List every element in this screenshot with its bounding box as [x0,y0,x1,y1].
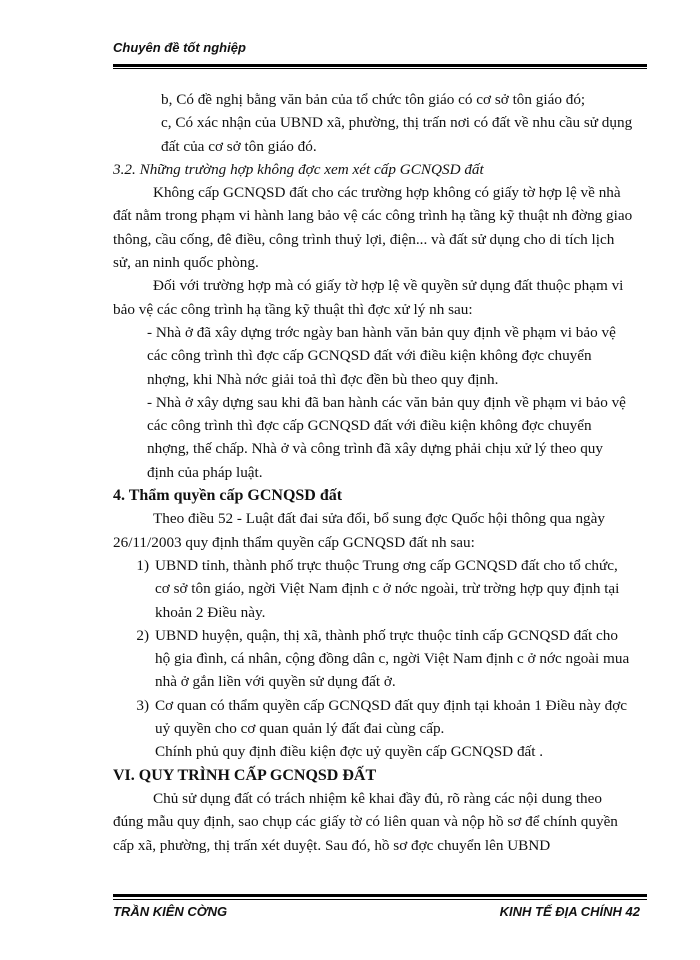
paragraph-5: Chủ sử dụng đất có trách nhiệm kê khai đầy đủ, rõ ràng các nội dung theo đúng mẫu quy định, sao chụp các giấy tờ có liên quan và nộp hồ sơ để chính quyền cấp xã, phường, thị trấn xét duyệt. Sau đó, hồ sơ đợc chuyển lên UBND [113,789,618,854]
paragraph-2: Đối với trường hợp mà có giấy tờ hợp lệ về quyền sử dụng đất thuộc phạm vi bảo vệ các công trình hạ tầng kỹ thuật thì đợc xử lý nh sau: [113,277,624,318]
document-body [113,88,633,857]
footer-rule-thin [113,899,647,900]
footer-author: TRẦN KIÊN CỜNG [113,904,228,919]
dash-item-1: - Nhà ở đã xây dựng trớc ngày ban hành văn bản quy định về phạm vi bảo vệ các công trình thì đợc cấp GCNQSD đất với điều kiện không đợc chuyển nhợng, khi Nhà nớc giải toả thì đợc đền bù theo quy định. [147,323,616,388]
footer-rule [113,894,647,897]
paragraph-c: c, Có xác nhận của UBND xã, phường, thị trấn nơi có đất về nhu cầu sử dụng đất của cơ sở tôn giáo đó. [161,114,633,155]
header-rule [113,64,647,67]
section-heading-4: 4. Thẩm quyền cấp GCNQSD đất [113,487,343,505]
header-rule-thin [113,68,647,69]
item-number: 2) [136,626,149,644]
section-heading-3-2: 3.2. Những trường hợp không đợc xem xét cấp GCNQSD đất [113,160,484,178]
item-text: UBND tỉnh, thành phố trực thuộc Trung ơng cấp GCNQSD đất cho tổ chức, cơ sở tôn giáo, ngời Việt Nam định c ở nớc ngoài, trừ trờng hợp quy định tại khoản 2 Điều này. [155,556,620,621]
numbered-item [113,554,633,624]
paragraph-4: Chính phủ quy định điều kiện đợc uỷ quyền cấp GCNQSD đất . [155,743,544,761]
section-heading-vi: VI. QUY TRÌNH CẤP GCNQSD ĐẤT [113,766,377,784]
numbered-item [113,624,633,694]
paragraph-3: Theo điều 52 - Luật đất đai sửa đổi, bổ sung đợc Quốc hội thông qua ngày 26/11/2003 quy định thẩm quyền cấp GCNQSD đất nh sau: [113,510,605,551]
numbered-item [113,694,633,741]
item-text: UBND huyện, quận, thị xã, thành phố trực thuộc tỉnh cấp GCNQSD đất cho hộ gia đình, cá nhân, cộng đồng dân c, ngời Việt Nam định c ở nớc ngoài mua nhà ở gắn liền với quyền sử dụng đất ở. [155,626,630,691]
footer-course: KINH TẾ ĐỊA CHÍNH 42 [499,904,640,919]
item-number: 3) [136,696,149,714]
item-text: Cơ quan có thẩm quyền cấp GCNQSD đất quy định tại khoản 1 Điều này đợc uỷ quyền cho cơ quan quản lý đất đai cùng cấp. [155,696,628,738]
page-header-title: Chuyên đề tốt nghiệp [113,40,246,55]
paragraph-1: Không cấp GCNQSD đất cho các trường hợp không có giấy tờ hợp lệ về nhà đất nằm trong phạm vi hành lang bảo vệ các công trình hạ tầng kỹ thuật nh đờng giao thông, cầu cống, đê điều, công trình thuỷ lợi, điện... và đất sử dụng cho di tích lịch sử, an ninh quốc phòng. [113,184,633,272]
paragraph-b: b, Có đề nghị bằng văn bản của tổ chức tôn giáo có cơ sở tôn giáo đó; [161,91,586,108]
dash-item-2: - Nhà ở xây dựng sau khi đã ban hành các văn bản quy định về phạm vi bảo vệ các công trình thì đợc cấp GCNQSD đất với điều kiện không đợc chuyển nhợng, thế chấp. Nhà ở và công trình đã xây dựng phải chịu xử lý theo quy định của pháp luật. [147,393,626,481]
item-number: 1) [136,556,149,574]
